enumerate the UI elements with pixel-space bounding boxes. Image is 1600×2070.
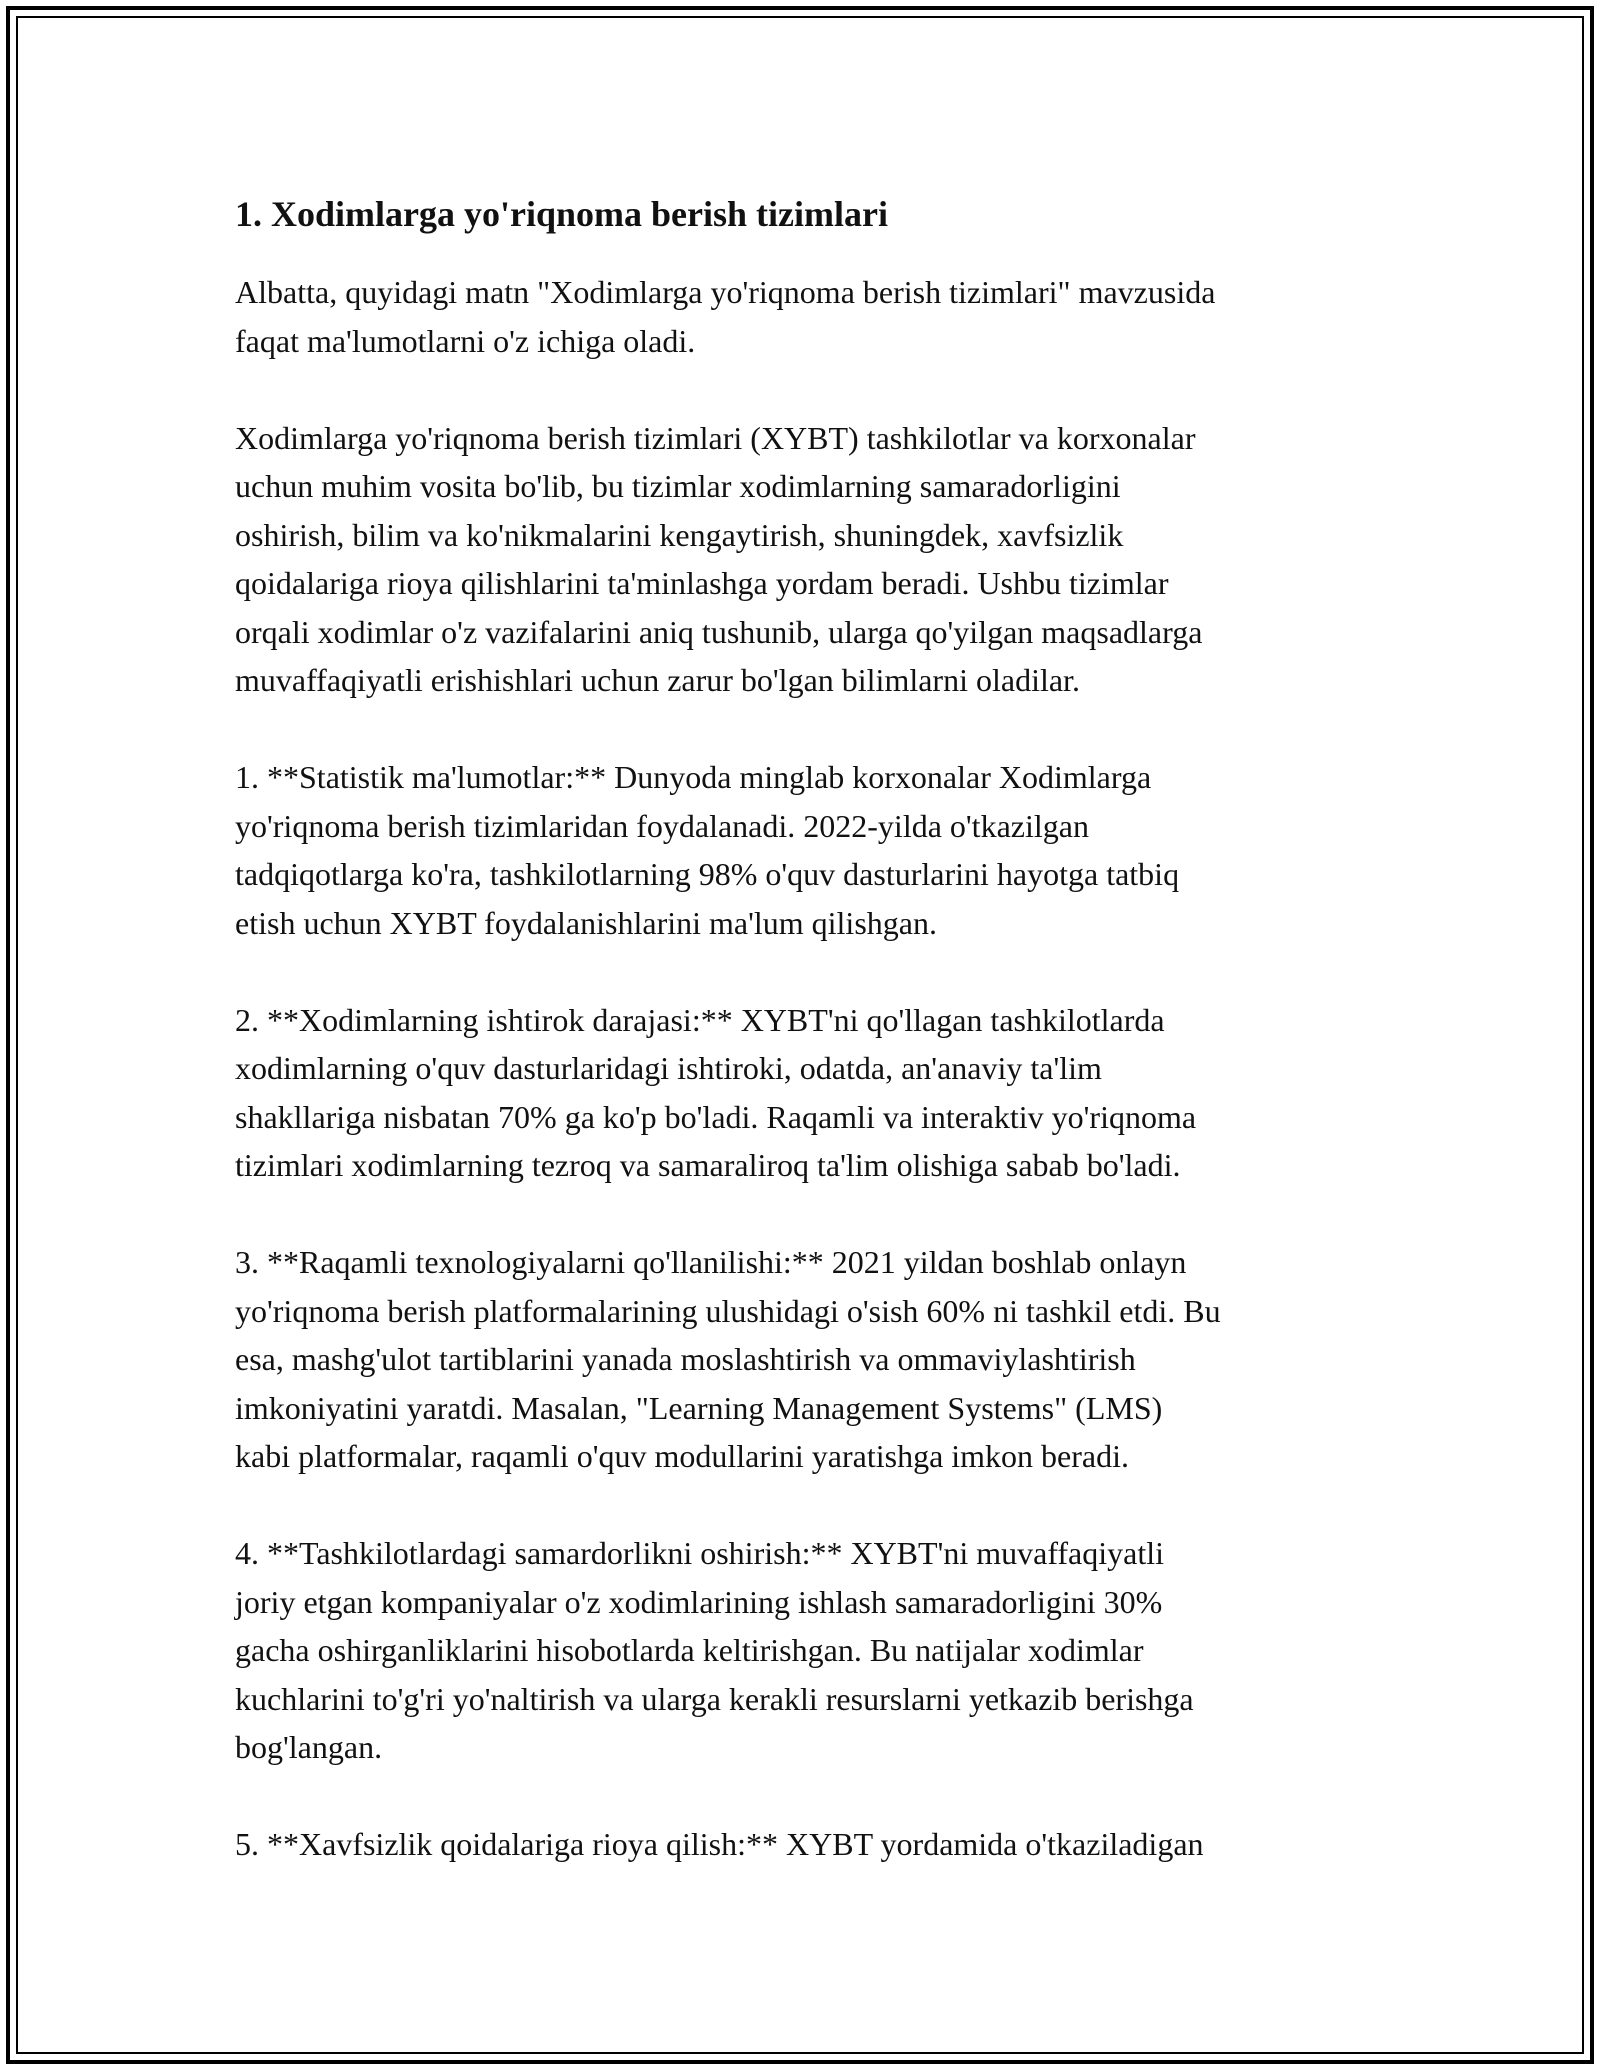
document-body [235,190,1375,1917]
document-title: 1. Xodimlarga yo'riqnoma berish tizimlari [235,194,888,234]
list-item-efficiency: 4. **Tashkilotlardagi samardorlikni oshirish:** XYBT'ni muvaffaqiyatli joriy etgan kompaniyalar o'z xodimlarining ishlash samaradorligini 30% gacha oshirganliklarini hisobotlarda keltirishgan. Bu natijalar xodimlar kuchlarini to'g'ri yo'naltirish va ularga kerakli resurslarni yetkazib berishga bog'langan. [235,1535,1194,1765]
list-item-safety: 5. **Xavfsizlik qoidalariga rioya qilish:** XYBT yordamida o'tkaziladigan [235,1826,1204,1862]
intro-paragraph: Albatta, quyidagi matn "Xodimlarga yo'riqnoma berish tizimlari" mavzusida faqat ma'lumotlarni o'z ichiga oladi. [235,274,1216,359]
list-item-digital-technologies: 3. **Raqamli texnologiyalarni qo'llanilishi:** 2021 yildan boshlab onlayn yo'riqnoma berish platformalarining ulushidagi o'sish 60% ni tashkil etdi. Bu esa, mashg'ulot tartiblarini yanada moslashtirish va ommaviylashtirish imkoniyatini yaratdi. Masalan, "Learning Management Systems" (LMS) kabi platformalar, raqamli o'quv modullarini yaratishga imkon beradi. [235,1244,1221,1474]
overview-paragraph: Xodimlarga yo'riqnoma berish tizimlari (XYBT) tashkilotlar va korxonalar uchun muhim vosita bo'lib, bu tizimlar xodimlarning samaradorligini oshirish, bilim va ko'nikmalarini kengaytirish, shuningdek, xavfsizlik qoidalariga rioya qilishlarini ta'minlashga yordam beradi. Ushbu tizimlar orqali xodimlar o'z vazifalarini aniq tushunib, ularga qo'yilgan maqsadlarga muvaffaqiyatli erishishlari uchun zarur bo'lgan bilimlarni oladilar. [235,419,1203,698]
list-item-statistics: 1. **Statistik ma'lumotlar:** Dunyoda minglab korxonalar Xodimlarga yo'riqnoma berish tizimlaridan foydalanadi. 2022-yilda o'tkazilgan tadqiqotlarga ko'ra, tashkilotlarning 98% o'quv dasturlarini hayotga tatbiq etish uchun XYBT foydalanishlarini ma'lum qilishgan. [235,759,1180,941]
list-item-participation: 2. **Xodimlarning ishtirok darajasi:** XYBT'ni qo'llagan tashkilotlarda xodimlarning o'quv dasturlaridagi ishtiroki, odatda, an'anaviy ta'lim shakllariga nisbatan 70% ga ko'p bo'ladi. Raqamli va interaktiv yo'riqnoma tizimlari xodimlarning tezroq va samaraliroq ta'lim olishiga sabab bo'ladi. [235,1001,1197,1183]
